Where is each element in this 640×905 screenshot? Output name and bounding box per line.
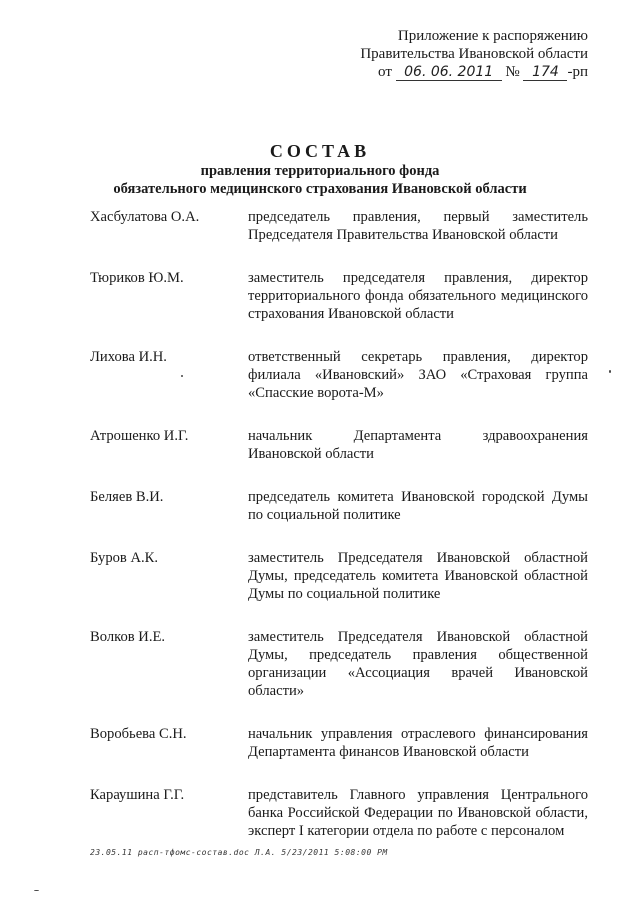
member-role: председатель комитета Ивановской городской Думы по социальной политике (248, 489, 588, 523)
appendix-header-line1: Приложение к распоряжению (397, 28, 588, 44)
member-row (90, 427, 588, 463)
member-row (90, 488, 588, 524)
member-role: начальник Департамента здравоохранения Ивановской области (248, 428, 588, 462)
file-footer: 23.05.11 расп-тфомс-состав.doc Л.А. 5/23/2011 5:08:00 PM (90, 848, 388, 857)
member-row (90, 269, 588, 323)
scan-speck (609, 370, 611, 373)
member-role: заместитель Председателя Ивановской областной Думы, председатель правления общественной организации «Ассоциация врачей Ивановской области» (248, 629, 588, 699)
member-row (90, 628, 588, 700)
member-name: Буров А.К. (90, 550, 159, 566)
member-row (90, 208, 588, 244)
member-role: председатель правления, первый заместитель Председателя Правительства Ивановской области (248, 209, 588, 243)
members-list (90, 208, 588, 840)
number-suffix: -рп (567, 64, 588, 80)
member-name: Беляев В.И. (90, 489, 164, 505)
member-name: Тюриков Ю.М. (90, 270, 184, 286)
member-name: Лихова И.Н. (90, 349, 167, 365)
member-role: заместитель Председателя Ивановской областной Думы, председатель комитета Ивановской областной Думы по социальной политике (248, 550, 588, 602)
member-row (90, 725, 588, 761)
title-line3: обязательного медицинского страхования Ивановской области (113, 181, 527, 197)
member-role: начальник управления отраслевого финансирования Департамента финансов Ивановской области (248, 726, 588, 760)
member-row (90, 348, 588, 402)
scan-speck (34, 890, 39, 891)
member-name: Волков И.Е. (90, 629, 166, 645)
member-role: ответственный секретарь правления, директор филиала «Ивановский» ЗАО «Страховая группа «Спасские ворота-М» (248, 349, 588, 401)
member-row (90, 786, 588, 840)
appendix-header (360, 27, 588, 81)
number-sign: № (505, 64, 520, 80)
handwritten-date: 06. 06. 2011 (396, 64, 502, 81)
member-name: Воробьева С.Н. (90, 726, 187, 742)
member-name: Караушина Г.Г. (90, 787, 185, 803)
member-role: представитель Главного управления Центрального банка Российской Федерации по Ивановской области, эксперт I категории отдела по работе с персоналом (248, 787, 588, 839)
document-title (0, 140, 640, 198)
member-role: заместитель председателя правления, директор территориального фонда обязательного медицинского страхования Ивановской области (248, 270, 588, 322)
appendix-header-line2: Правительства Ивановской области (360, 46, 588, 62)
scan-speck (181, 375, 183, 377)
member-row (90, 549, 588, 603)
member-name: Атрошенко И.Г. (90, 428, 189, 444)
appendix-date-line (360, 63, 588, 81)
member-name: Хасбулатова О.А. (90, 209, 200, 225)
date-prefix: от (378, 64, 392, 80)
title-line2: правления территориального фонда (200, 163, 440, 179)
title-main: СОСТАВ (269, 141, 371, 161)
handwritten-number: 174 (523, 64, 567, 81)
